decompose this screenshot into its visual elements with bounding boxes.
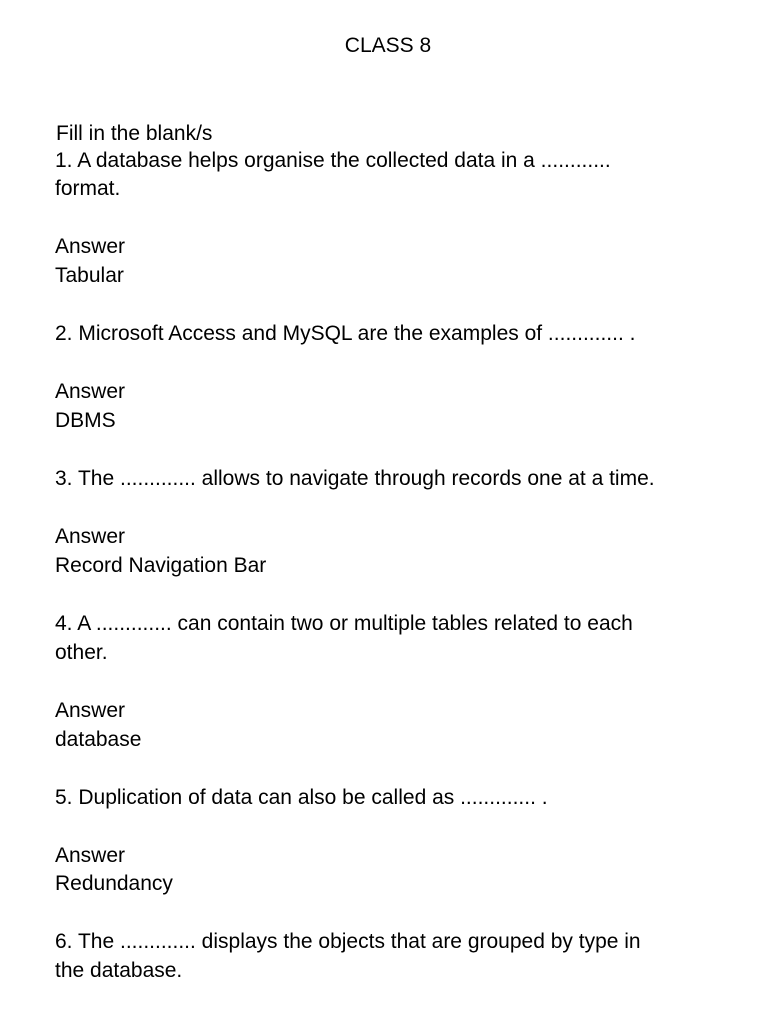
- question-1-line-1: 1. A database helps organise the collected data in a ............: [55, 149, 611, 172]
- answer-2: DBMS: [55, 409, 116, 432]
- question-2-line-1: 2. Microsoft Access and MySQL are the examples of ............. .: [55, 322, 636, 345]
- question-4-line-1: 4. A ............. can contain two or multiple tables related to each: [55, 612, 633, 635]
- answer-5: Redundancy: [55, 872, 173, 895]
- answer-1: Tabular: [55, 264, 124, 287]
- answer-label-3: Answer: [55, 525, 126, 548]
- question-6-line-1: 6. The ............. displays the objects that are grouped by type in: [55, 930, 641, 953]
- answer-label-4: Answer: [55, 699, 126, 722]
- answer-3: Record Navigation Bar: [55, 554, 267, 577]
- question-1-line-2: format.: [55, 177, 121, 200]
- instruction-text: Fill in the blank/s: [56, 122, 213, 145]
- question-6-line-2: the database.: [55, 959, 183, 982]
- answer-4: database: [55, 728, 142, 751]
- question-5-line-1: 5. Duplication of data can also be called as ............. .: [55, 786, 548, 809]
- question-3-line-1: 3. The ............. allows to navigate through records one at a time.: [55, 467, 655, 490]
- answer-label-5: Answer: [55, 844, 126, 867]
- answer-label-2: Answer: [55, 380, 126, 403]
- answer-label-1: Answer: [55, 235, 126, 258]
- question-4-line-2: other.: [55, 641, 108, 664]
- page-title: CLASS 8: [344, 34, 432, 57]
